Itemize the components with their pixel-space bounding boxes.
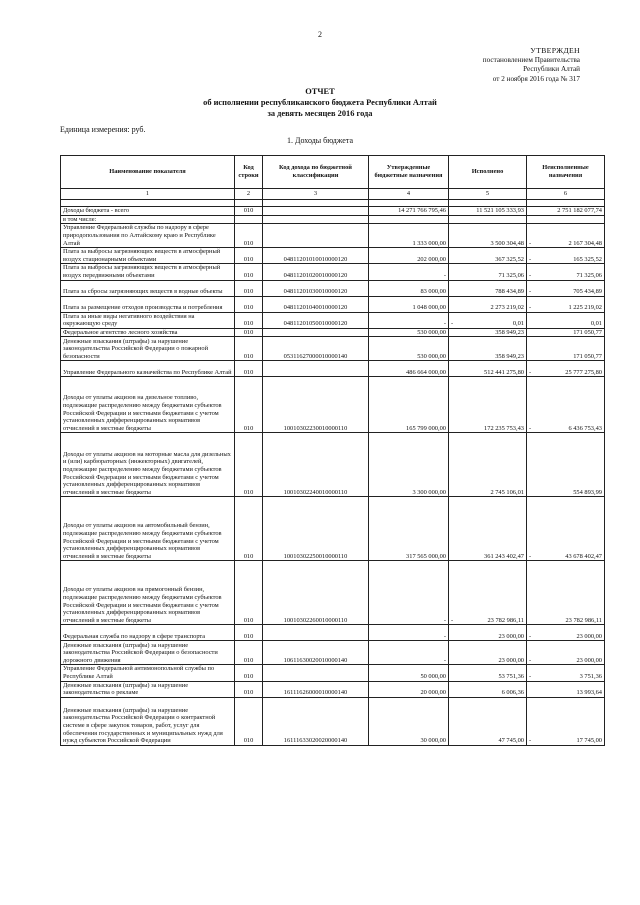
cell-executed [449,337,527,361]
header-unexecuted: Неисполненные назначения [527,156,605,189]
cell-unexecuted [527,224,605,248]
cell-line [235,561,263,625]
cell-line-value: 010 [243,616,254,624]
cell-name-value: Денежные взыскания (штрафы) за нарушение законодательства Российской Федерации о контрактной системе в сфере закупок товаров, работ, услуг для обеспечения государственных и муниципальных нужд для нужд субъектов Российской Федерации [63,706,223,745]
negative-dash: - [451,320,454,328]
cell-line-value: 010 [243,352,254,360]
cell-executed-value: 23 000,00 [498,656,524,664]
cell-unexecuted [527,280,605,296]
cell-line [235,224,263,248]
table-row [61,681,605,697]
negative-dash: - [529,737,532,745]
cell-approved-value: 30 000,00 [420,737,446,745]
cell-code-value: 16111633020020000140 [283,737,348,745]
cell-approved [369,377,449,433]
cell-approved [369,361,449,377]
cell-line-value: 010 [243,271,254,279]
cell-unexecuted-value: 2 167 304,48 [568,239,602,247]
cell-approved [369,697,449,745]
cell-name-value: Плата за выбросы загрязняющих веществ в атмосферный воздух передвижными объектами [63,264,221,279]
cell-name-value: Управление Федерального казначейства по Республике Алтай [63,368,232,376]
cell-approved [369,280,449,296]
cell-code [263,280,369,296]
cell-executed-value: 11 521 105 333,93 [476,207,524,214]
cell-approved-value: 530 000,00 [417,352,446,360]
cell-line [235,681,263,697]
cell-unexecuted [527,328,605,337]
header-income-code: Код дохода по бюджетной классификации [263,156,369,189]
cell-name-value: Федеральная служба по надзору в сфере транспорта [63,632,206,640]
cell-unexecuted-value: 43 678 402,47 [565,552,602,560]
cell-line-value: 010 [243,287,254,295]
cell-code [263,697,369,745]
negative-dash: - [529,287,532,295]
cell-unexecuted [527,312,605,328]
cell-line [235,497,263,561]
page-number: 2 [318,30,322,39]
cell-code [263,328,369,337]
cell-line-value: 010 [243,303,254,311]
cell-code [263,207,369,216]
cell-unexecuted [527,665,605,681]
cell-unexecuted-value: 17 745,00 [576,737,602,745]
cell-name [61,248,235,264]
cell-unexecuted [527,561,605,625]
header-executed: Исполнено [449,156,527,189]
table-row [61,497,605,561]
cell-executed [449,312,527,328]
cell-approved-value: - [443,320,446,328]
cell-line [235,207,263,216]
cell-approved-value: 3 300 000,00 [412,488,446,496]
cell-executed [449,433,527,497]
column-number: 5 [449,189,527,200]
cell-name [61,681,235,697]
cell-name-value: Доходы от уплаты акцизов на прямогонный бензин, подлежащие распределению между бюджетами субъектов Российской Федерации и местными бюджетами с учетом установленных дифференцированных нормативов отчислений в местные бюджеты [63,586,222,624]
cell-approved-value: 202 000,00 [417,255,446,263]
cell-approved [369,328,449,337]
cell-line-value: 010 [243,656,254,664]
negative-dash: - [529,303,532,311]
cell-approved [369,681,449,697]
cell-executed [449,665,527,681]
cell-name [61,264,235,280]
cell-name-value: Доходы от уплаты акцизов на моторные масла для дизельных и (или) карбюраторных (инжекторных) двигателей, подлежащие распределению между бюджетами субъектов Российской Федерации и местными бюджетами с учетом установленных дифференцированных нормативов отчислений в местные бюджеты [63,450,231,496]
cell-name-value: Денежные взыскания (штрафы) за нарушение законодательства о рекламе [63,681,189,697]
negative-dash: - [451,616,454,624]
cell-executed [449,224,527,248]
approval-line: Республики Алтай [523,65,580,73]
cell-code [263,215,369,224]
negative-dash: - [529,239,532,247]
table-row [61,625,605,641]
cell-executed-value: 358 949,23 [495,352,524,360]
cell-line [235,248,263,264]
cell-name [61,625,235,641]
cell-unexecuted-value: 554 893,99 [573,488,602,496]
cell-unexecuted-value: 0,01 [590,320,602,328]
cell-code-value: 10010302240010000110 [283,488,348,496]
cell-line [235,641,263,665]
table-row [61,280,605,296]
cell-line [235,312,263,328]
cell-executed-value: 512 441 275,80 [484,368,524,376]
cell-name [61,697,235,745]
table-row [61,665,605,681]
cell-unexecuted [527,697,605,745]
cell-unexecuted [527,264,605,280]
cell-executed-value: 47 745,00 [498,737,524,745]
negative-dash: - [529,656,532,664]
cell-line-value: 010 [243,737,254,745]
cell-unexecuted-value: 3 751,36 [579,672,602,680]
cell-line-value: 010 [243,689,254,697]
cell-approved [369,215,449,224]
cell-line [235,625,263,641]
cell-unexecuted [527,497,605,561]
cell-code [263,248,369,264]
cell-name-value: в том числе: [63,215,97,223]
cell-code-value: 04811201040010000120 [283,303,348,311]
cell-line-value: 010 [243,207,254,214]
cell-code [263,681,369,697]
cell-code-value: 04811201010010000120 [283,255,348,263]
cell-code [263,433,369,497]
cell-line-value: 010 [243,488,254,496]
cell-approved-value: 165 799 000,00 [406,424,446,432]
cell-line [235,328,263,337]
cell-unexecuted [527,215,605,224]
cell-unexecuted [527,207,605,216]
spacer-row [61,200,605,207]
cell-unexecuted [527,337,605,361]
cell-executed-value: 6 006,36 [501,689,524,697]
cell-line [235,280,263,296]
cell-unexecuted-value: 23 000,00 [576,632,602,640]
column-number: 1 [61,189,235,200]
cell-code [263,561,369,625]
cell-executed [449,641,527,665]
cell-approved-value: 530 000,00 [417,328,446,336]
column-number: 3 [263,189,369,200]
cell-line-value: 010 [243,328,254,336]
cell-line-value: 010 [243,632,254,640]
cell-executed-value: 71 325,06 [498,271,524,279]
negative-dash: - [529,424,532,432]
cell-name [61,337,235,361]
cell-name-value: Федеральное агентство лесного хозяйства [63,328,178,336]
cell-unexecuted-value: 705 434,89 [573,287,602,295]
cell-name [61,433,235,497]
cell-line-value: 010 [243,552,254,560]
negative-dash: - [529,672,532,680]
cell-executed [449,264,527,280]
cell-executed [449,248,527,264]
report-heading [0,86,640,119]
table-row [61,224,605,248]
cell-unexecuted-value: 13 993,64 [576,689,602,697]
table-row [61,328,605,337]
cell-name [61,296,235,312]
cell-name [61,224,235,248]
cell-name-value: Денежные взыскания (штрафы) за нарушение законодательства Российской Федерации о пожарной безопасности [63,337,209,360]
cell-line [235,697,263,745]
cell-approved [369,296,449,312]
cell-line [235,377,263,433]
negative-dash: - [529,271,532,279]
cell-code-value: 04811201050010000120 [283,320,348,328]
approval-line: постановлением Правительства [482,55,580,64]
cell-executed-value: 23 000,00 [498,632,524,640]
cell-approved [369,497,449,561]
cell-approved-value: 486 664 000,00 [406,368,446,376]
cell-approved-value: 14 271 766 795,46 [398,207,446,214]
cell-executed [449,215,527,224]
cell-executed [449,377,527,433]
cell-executed-value: 788 434,89 [495,287,524,295]
cell-line [235,296,263,312]
cell-name-value: Денежные взыскания (штрафы) за нарушение законодательства Российской Федерации о безопасности дорожного движения [63,641,218,664]
cell-approved [369,312,449,328]
cell-executed-value: 172 235 753,43 [484,424,524,432]
cell-line-value: 010 [243,255,254,263]
cell-name-value: Плата за сбросы загрязняющих веществ в водные объекты [63,287,223,295]
cell-name [61,497,235,561]
cell-unexecuted [527,361,605,377]
cell-code [263,337,369,361]
cell-name [61,280,235,296]
cell-code-value: 05311627000010000140 [283,352,348,360]
cell-executed-value: 361 243 402,47 [484,552,524,560]
report-title: ОТЧЕТ [305,87,335,96]
cell-unexecuted-value: 25 777 275,80 [565,368,602,376]
cell-unexecuted [527,377,605,433]
cell-line [235,264,263,280]
cell-line [235,433,263,497]
cell-code [263,665,369,681]
negative-dash: - [529,368,532,376]
cell-approved [369,207,449,216]
cell-code [263,377,369,433]
table-row [61,697,605,745]
cell-approved [369,625,449,641]
table-row [61,312,605,328]
cell-unexecuted-value: 23 000,00 [576,656,602,664]
cell-executed [449,625,527,641]
cell-name [61,641,235,665]
cell-executed-value: 358 949,23 [495,328,524,336]
table-row [61,561,605,625]
cell-executed-value: 23 782 986,11 [487,616,524,624]
cell-approved [369,561,449,625]
cell-executed-value: 367 325,52 [495,255,524,263]
cell-executed [449,280,527,296]
cell-executed [449,207,527,216]
cell-name-value: Управление Федеральной антимонопольной службы по Республике Алтай [63,665,215,680]
negative-dash: - [529,255,532,263]
cell-code [263,497,369,561]
cell-unexecuted-value: 171 050,77 [573,328,602,336]
cell-name [61,207,235,216]
cell-name [61,328,235,337]
cell-name-value: Доходы от уплаты акцизов на автомобильный бензин, подлежащие распределению между бюджетами субъектов Российской Федерации и местными бюджетами с учетом установленных дифференцированных нормативов отчислений в местные бюджеты [63,522,222,560]
cell-approved-value: - [443,632,446,640]
cell-approved [369,433,449,497]
table-row [61,377,605,433]
cell-line-value: 010 [243,239,254,247]
cell-unexecuted [527,296,605,312]
cell-code-value: 10611630020010000140 [283,656,348,664]
cell-unexecuted [527,248,605,264]
cell-unexecuted-value: 171 050,77 [573,352,602,360]
cell-name [61,377,235,433]
cell-line [235,361,263,377]
cell-approved-value: - [443,271,446,279]
cell-unexecuted-value: 71 325,06 [576,271,602,279]
cell-line-value: 010 [243,320,254,328]
cell-code [263,264,369,280]
column-number: 2 [235,189,263,200]
cell-approved [369,641,449,665]
cell-code-value: 10010302250010000110 [283,552,348,560]
cell-line [235,337,263,361]
cell-code [263,296,369,312]
cell-approved [369,337,449,361]
cell-name [61,361,235,377]
table-row [61,641,605,665]
table-row [61,248,605,264]
cell-unexecuted [527,625,605,641]
table-row [61,361,605,377]
cell-name [61,215,235,224]
cell-name-value: Плата за иные виды негативного воздействия на окружающую среду [63,312,195,328]
cell-approved [369,264,449,280]
cell-line-value: 010 [243,672,254,680]
approval-stamp [420,46,580,84]
cell-code-value: 10010302260010000110 [283,616,348,624]
cell-approved-value: - [443,656,446,664]
cell-executed-value: 3 500 304,48 [490,239,524,247]
table-row [61,337,605,361]
cell-name-value: Плата за размещение отходов производства и потребления [63,303,223,311]
cell-approved [369,665,449,681]
cell-unexecuted-value: 2 751 182 077,74 [557,207,602,214]
approval-title: УТВЕРЖДЕН [530,46,580,55]
cell-code-value: 10010302230010000110 [283,424,348,432]
cell-executed-value: 2 273 219,02 [490,303,524,311]
section-title: 1. Доходы бюджета [287,136,353,145]
header-line-code: Код строки [235,156,263,189]
cell-approved-value: 20 000,00 [420,689,446,697]
cell-approved-value: 83 000,00 [420,287,446,295]
cell-approved-value: 1 048 000,00 [412,303,446,311]
cell-approved-value: 50 000,00 [420,672,446,680]
table-row [61,433,605,497]
cell-unexecuted [527,433,605,497]
cell-code [263,361,369,377]
cell-code [263,641,369,665]
cell-executed [449,328,527,337]
cell-name-value: Доходы бюджета - всего [63,207,130,214]
cell-executed [449,561,527,625]
cell-executed-value: 2 745 106,01 [490,488,524,496]
report-period: за девять месяцев 2016 года [267,109,373,118]
cell-name [61,312,235,328]
table-header-row [61,156,605,189]
cell-approved [369,248,449,264]
cell-unexecuted-value: 165 325,52 [573,255,602,263]
cell-executed [449,296,527,312]
table-row [61,207,605,216]
column-number: 6 [527,189,605,200]
cell-executed [449,361,527,377]
cell-executed [449,681,527,697]
cell-line [235,215,263,224]
cell-approved [369,224,449,248]
cell-name-value: Плата за выбросы загрязняющих веществ в атмосферный воздух стационарными объектами [63,248,221,263]
cell-name [61,665,235,681]
cell-executed [449,497,527,561]
cell-executed [449,697,527,745]
cell-line [235,665,263,681]
cell-approved-value: - [443,616,446,624]
cell-name-value: Доходы от уплаты акцизов на дизельное топливо, подлежащие распределению между бюджетами субъектов Российской Федерации и местными бюджетами с учетом установленных дифференцированных нормативов отчислений в местные бюджеты [63,394,222,432]
cell-unexecuted-value: 1 225 219,02 [568,303,602,311]
column-number: 4 [369,189,449,200]
cell-unexecuted-value: 23 782 986,11 [565,616,602,624]
cell-approved-value: 317 565 000,00 [406,552,446,560]
negative-dash: - [529,552,532,560]
report-subtitle: об исполнении республиканского бюджета Республики Алтай [203,98,437,107]
header-approved: Утвержденные бюджетные назначения [369,156,449,189]
table-row [61,215,605,224]
cell-code [263,312,369,328]
table-row [61,296,605,312]
cell-code [263,224,369,248]
cell-unexecuted [527,681,605,697]
approval-line: от 2 ноября 2016 года № 317 [492,74,580,83]
cell-code [263,625,369,641]
column-numbers-row [61,189,605,200]
cell-name [61,561,235,625]
negative-dash: - [529,632,532,640]
cell-executed-value: 53 751,36 [498,672,524,680]
units-label: Единица измерения: руб. [60,125,146,134]
cell-executed-value: 0,01 [512,320,524,328]
table-row [61,264,605,280]
cell-approved-value: 1 333 000,00 [412,239,446,247]
cell-unexecuted-value: 6 436 753,43 [568,424,602,432]
cell-code-value: 04811201030010000120 [283,287,348,295]
cell-code-value: 04811201020010000120 [283,271,348,279]
cell-unexecuted [527,641,605,665]
header-name: Наименование показателя [61,156,235,189]
income-table [60,155,605,746]
cell-code-value: 16111626000010000140 [283,689,348,697]
cell-line-value: 010 [243,424,254,432]
cell-line-value: 010 [243,368,254,376]
cell-name-value: Управление Федеральной службы по надзору в сфере природопользования по Алтайскому краю и Республике Алтай [63,224,216,247]
